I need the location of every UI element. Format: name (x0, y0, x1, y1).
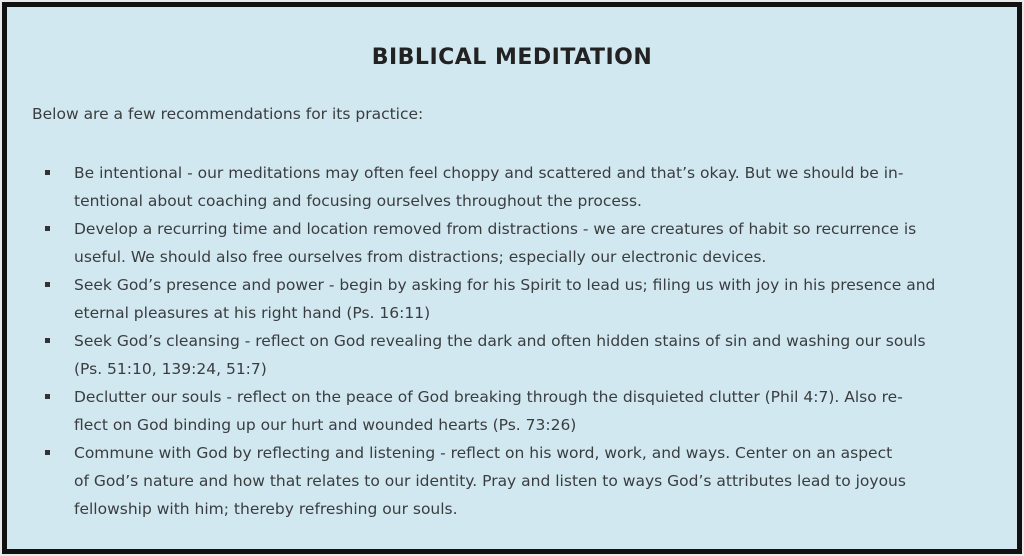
list-item (7, 159, 935, 215)
list-item (7, 271, 935, 327)
meditation-panel (2, 2, 1022, 554)
bullet-icon (45, 282, 50, 287)
recommendation-list (7, 159, 935, 523)
list-item-text: (Ps. 51:10, 139:24, 51:7) (74, 360, 267, 378)
list-item-text: fellowship with him; thereby refreshing our souls. (74, 500, 458, 518)
list-item (7, 327, 935, 383)
list-item-text: Be intentional - our meditations may often feel choppy and scattered and that’s okay. But we should be in- (74, 164, 904, 182)
list-item-text: of God’s nature and how that relates to our identity. Pray and listen to ways God’s attributes lead to joyous (74, 472, 906, 490)
bullet-icon (45, 338, 50, 343)
list-item-text: eternal pleasures at his right hand (Ps. 16:11) (74, 304, 431, 322)
list-item (7, 439, 935, 523)
page-title: BIBLICAL MEDITATION (371, 45, 653, 70)
list-item-text: Declutter our souls - reflect on the peace of God breaking through the disquieted clutter (Phil 4:7). Also re- (74, 388, 903, 406)
list-item-text: Commune with God by reflecting and listening - reflect on his word, work, and ways. Center on an aspect (74, 444, 893, 462)
list-item-text: flect on God binding up our hurt and wounded hearts (Ps. 73:26) (74, 416, 577, 434)
list-item-text: Seek God’s cleansing - reflect on God revealing the dark and often hidden stains of sin and washing our souls (74, 332, 926, 350)
intro-text: Below are a few recommendations for its practice: (32, 105, 424, 123)
list-item-text: useful. We should also free ourselves from distractions; especially our electronic devices. (74, 248, 767, 266)
bullet-icon (45, 226, 50, 231)
list-item (7, 215, 935, 271)
bullet-icon (45, 450, 50, 455)
list-item-text: Seek God’s presence and power - begin by asking for his Spirit to lead us; filing us with joy in his presence and (74, 276, 936, 294)
list-item-text: Develop a recurring time and location removed from distractions - we are creatures of habit so recurrence is (74, 220, 917, 238)
list-item (7, 383, 935, 439)
bullet-icon (45, 394, 50, 399)
bullet-icon (45, 170, 50, 175)
list-item-text: tentional about coaching and focusing ourselves throughout the process. (74, 192, 642, 210)
